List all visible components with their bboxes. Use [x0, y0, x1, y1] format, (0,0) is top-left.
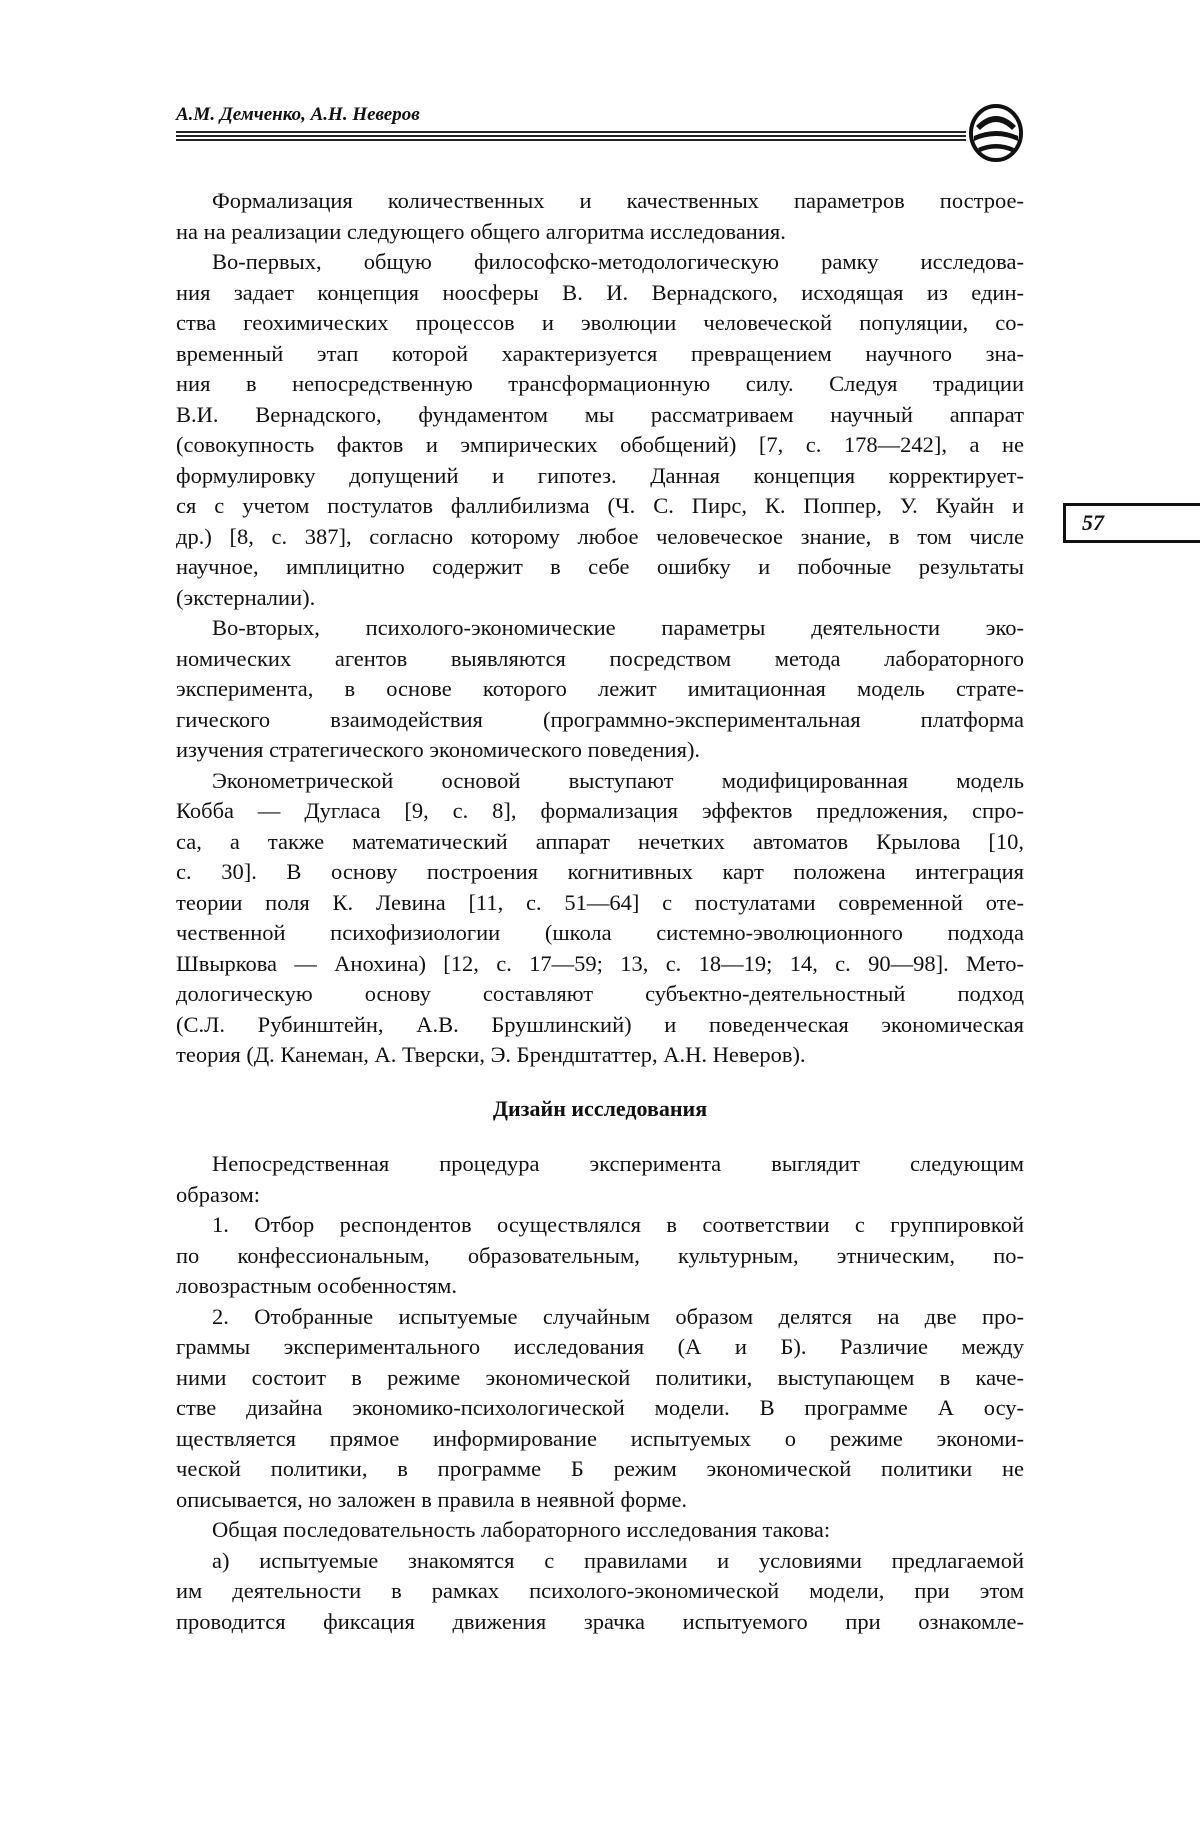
text-line: чественной психофизиологии (школа системно-эволюционного подхода [176, 920, 1024, 945]
text-line: граммы экспериментального исследования (А и Б). Различие между [176, 1334, 1024, 1359]
text-line: Во-первых, общую философско-методологическую рамку исследова- [212, 249, 1024, 274]
text-line: временный этап которой характеризуется превращением научного зна- [176, 340, 1024, 366]
section-heading: Дизайн исследования [492, 1096, 708, 1121]
text-line: 2. Отобранные испытуемые случайным образом делятся на две про- [212, 1303, 1024, 1329]
text-line: эксперимента, в основе которого лежит имитационная модель страте- [176, 676, 1024, 701]
text-line: ними состоит в режиме экономической политики, выступающем в каче- [176, 1364, 1024, 1390]
text-line: др.) [8, с. 387], согласно которому любое человеческое знание, в том числе [176, 523, 1024, 549]
text-line: научное, имплицитно содержит в себе ошибку и побочные результаты [176, 554, 1024, 579]
text-line: ществляется прямое информирование испытуемых о режиме экономи- [176, 1425, 1024, 1451]
text-line: (С.Л. Рубинштейн, А.В. Брушлинский) и поведенческая экономическая [176, 1011, 1024, 1037]
text-line: ния задает концепция ноосферы В. И. Вернадского, исходящая из един- [176, 279, 1024, 305]
text-line: изучения стратегического экономического поведения). [176, 737, 701, 762]
header-rule [176, 139, 966, 141]
text-line: а) испытуемые знакомятся с правилами и условиями предлагаемой [212, 1547, 1024, 1573]
text-line: са, а также математический аппарат нечетких автоматов Крылова [10, [176, 828, 1024, 854]
body-text-block-2 [176, 1149, 1024, 1637]
text-line: номических агентов выявляются посредством метода лабораторного [176, 645, 1024, 671]
text-line: ловозрастным особенностям. [176, 1273, 457, 1298]
text-line: на на реализации следующего общего алгоритма исследования. [176, 218, 786, 244]
text-line: гического взаимодействия (программно-экспериментальная платформа [176, 706, 1024, 732]
text-line: ческой политики, в программе Б режим экономической политики не [176, 1456, 1024, 1481]
text-line: дологическую основу составляют субъектно-деятельностный подход [176, 981, 1024, 1006]
text-line: с. 30]. В основу построения когнитивных карт положена интеграция [176, 859, 1024, 884]
text-line: ся с учетом постулатов фаллибилизма (Ч. С. Пирс, К. Поппер, У. Куайн и [176, 493, 1024, 518]
header-rule [176, 131, 966, 133]
text-line: 1. Отбор респондентов осуществлялся в соответствии с группировкой [212, 1212, 1024, 1237]
text-line: Эконометрической основой выступают модифицированная модель [212, 767, 1024, 793]
text-line: по конфессиональным, образовательным, культурным, этническим, по- [176, 1242, 1024, 1268]
text-line: Общая последовательность лабораторного исследования такова: [212, 1517, 831, 1542]
text-line: им деятельности в рамках психолого-экономической модели, при этом [176, 1578, 1024, 1603]
text-line: теории поля К. Левина [11, с. 51—64] с постулатами современной оте- [176, 889, 1024, 915]
header-rule [176, 135, 966, 137]
text-line: теория (Д. Канеман, А. Тверски, Э. Брендштаттер, А.Н. Неверов). [176, 1042, 806, 1067]
text-line: Кобба — Дугласа [9, с. 8], формализация эффектов предложения, спро- [176, 798, 1024, 823]
text-line: Формализация количественных и качественных параметров построе- [212, 188, 1024, 213]
body-text-block-1 [176, 186, 1024, 1071]
text-line: Швыркова — Анохина) [12, с. 17—59; 13, с. 18—19; 14, с. 90—98]. Мето- [176, 950, 1024, 976]
text-line: (экстерналии). [176, 584, 316, 610]
text-line: формулировку допущений и гипотез. Данная концепция корректирует- [176, 462, 1024, 488]
journal-logo-icon [968, 104, 1024, 162]
text-line: ства геохимических процессов и эволюции человеческой популяции, со- [176, 310, 1024, 335]
text-line: стве дизайна экономико-психологической модели. В программе А осу- [176, 1395, 1024, 1420]
page-number: 57 [1063, 503, 1200, 543]
text-line: В.И. Вернадского, фундаментом мы рассматриваем научный аппарат [176, 401, 1024, 427]
text-line: образом: [176, 1181, 261, 1207]
text-line: Во-вторых, психолого-экономические параметры деятельности эко- [212, 615, 1024, 640]
running-header-authors: А.М. Демченко, А.Н. Неверов [176, 104, 420, 125]
text-line: (совокупность фактов и эмпирических обобщений) [7, с. 178—242], а не [176, 432, 1024, 457]
text-line: Непосредственная процедура эксперимента выглядит следующим [212, 1151, 1024, 1176]
text-line: описывается, но заложен в правила в неявной форме. [176, 1486, 688, 1512]
text-line: проводится фиксация движения зрачка испытуемого при ознакомле- [176, 1608, 1024, 1634]
text-line: ния в непосредственную трансформационную силу. Следуя традиции [176, 371, 1024, 396]
